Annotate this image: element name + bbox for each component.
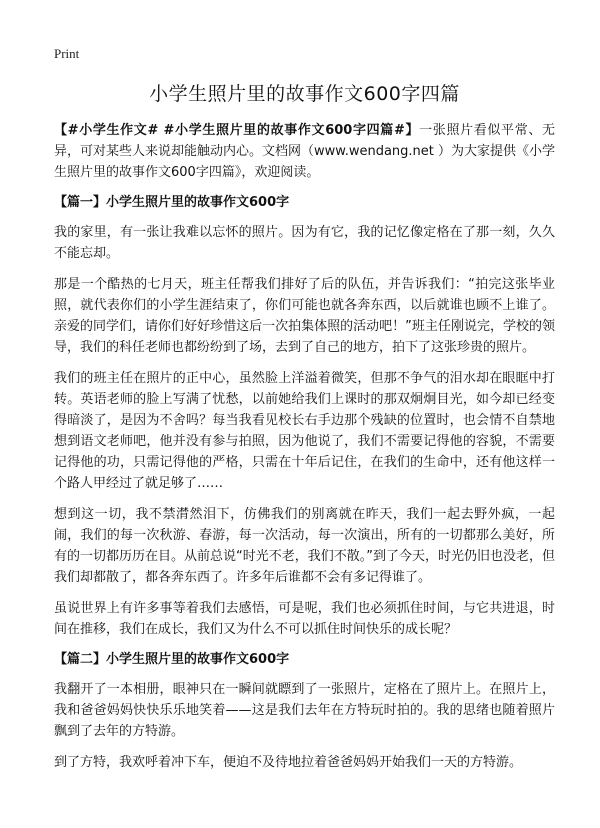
paragraph: 我翻开了一本相册，眼神只在一瞬间就瞟到了一张照片，定格在了照片上。在照片上，我和爸爸妈妈快快乐乐地笑着——这是我们去年在方特玩时拍的。我的思绪也随着照片飘到了去年的方特游。: [54, 682, 555, 739]
print-link[interactable]: Print: [54, 46, 80, 61]
intro-paragraph: [54, 120, 555, 183]
paragraph: 到了方特，我欢呼着冲下车，便迫不及待地拉着爸爸妈妈开始我们一天的方特游。: [54, 755, 523, 770]
intro-tag: 【#小学生作文# #小学生照片里的故事作文600字四篇#】: [54, 123, 420, 138]
intro-text: 一张照片看似平常、无异，可对某些人来说却能触动内心。文档网（www.wendang.net ）为大家提供《小学生照片里的故事作文600字四篇》，欢迎阅读。: [54, 123, 556, 180]
section-heading-2: 【篇二】小学生照片里的故事作文600字: [54, 652, 290, 667]
section-heading-1: 【篇一】小学生照片里的故事作文600字: [54, 195, 290, 210]
paragraph: 我们的班主任在照片的正中心，虽然脸上洋溢着微笑，但那不争气的泪水却在眼眶中打转。英语老师的脸上写满了忧愁，以前她给我们上课时的那双炯炯目光，如今却已经变得暗淡了，是因为不舍吗？每当我看见校长右手边那个残缺的位置时，也会情不自禁地想到语文老师吧，他并没有参与拍照，因为他说了，我们不需要记得他的容貌，不需要记得他的功，只需记得他的严格，只需在十年后记住，在我们的生命中，还有他这样一个路人甲经过了就足够了……: [54, 371, 555, 491]
paragraph: 我的家里，有一张让我难以忘怀的照片。因为有它，我的记忆像定格在了那一刻，久久不能忘却。: [54, 225, 555, 261]
paragraph: 虽说世界上有许多事等着我们去感悟，可是呢，我们也必须抓住时间，与它共进退，时间在推移，我们在成长，我们又为什么不可以抓住时间快乐的成长呢？: [54, 601, 555, 637]
paragraph: 那是一个酷热的七月天，班主任帮我们排好了后的队伍，并告诉我们：“拍完这张毕业照，就代表你们的小学生涯结束了，你们可能也就各奔东西，以后就谁也顾不上谁了。亲爱的同学们，请你们好好珍惜这后一次拍集体照的活动吧！”班主任刚说完，学校的领导，我们的科任老师也都纷纷到了场，去到了自己的地方，拍下了这张珍贵的照片。: [54, 277, 555, 355]
paragraph: 想到这一切，我不禁潸然泪下，仿佛我们的别离就在昨天，我们一起去野外疯，一起闹，我们的每一次秋游、春游，每一次活动，每一次演出，所有的一切都那么美好，所有的一切都历历在目。从前总说“时光不老，我们不散。”到了今天，时光仍旧也没老，但我们却都散了，都各奔东西了。许多年后谁都不会有多记得谁了。: [54, 507, 555, 585]
document-title: 小学生照片里的故事作文600字四篇: [149, 83, 460, 105]
